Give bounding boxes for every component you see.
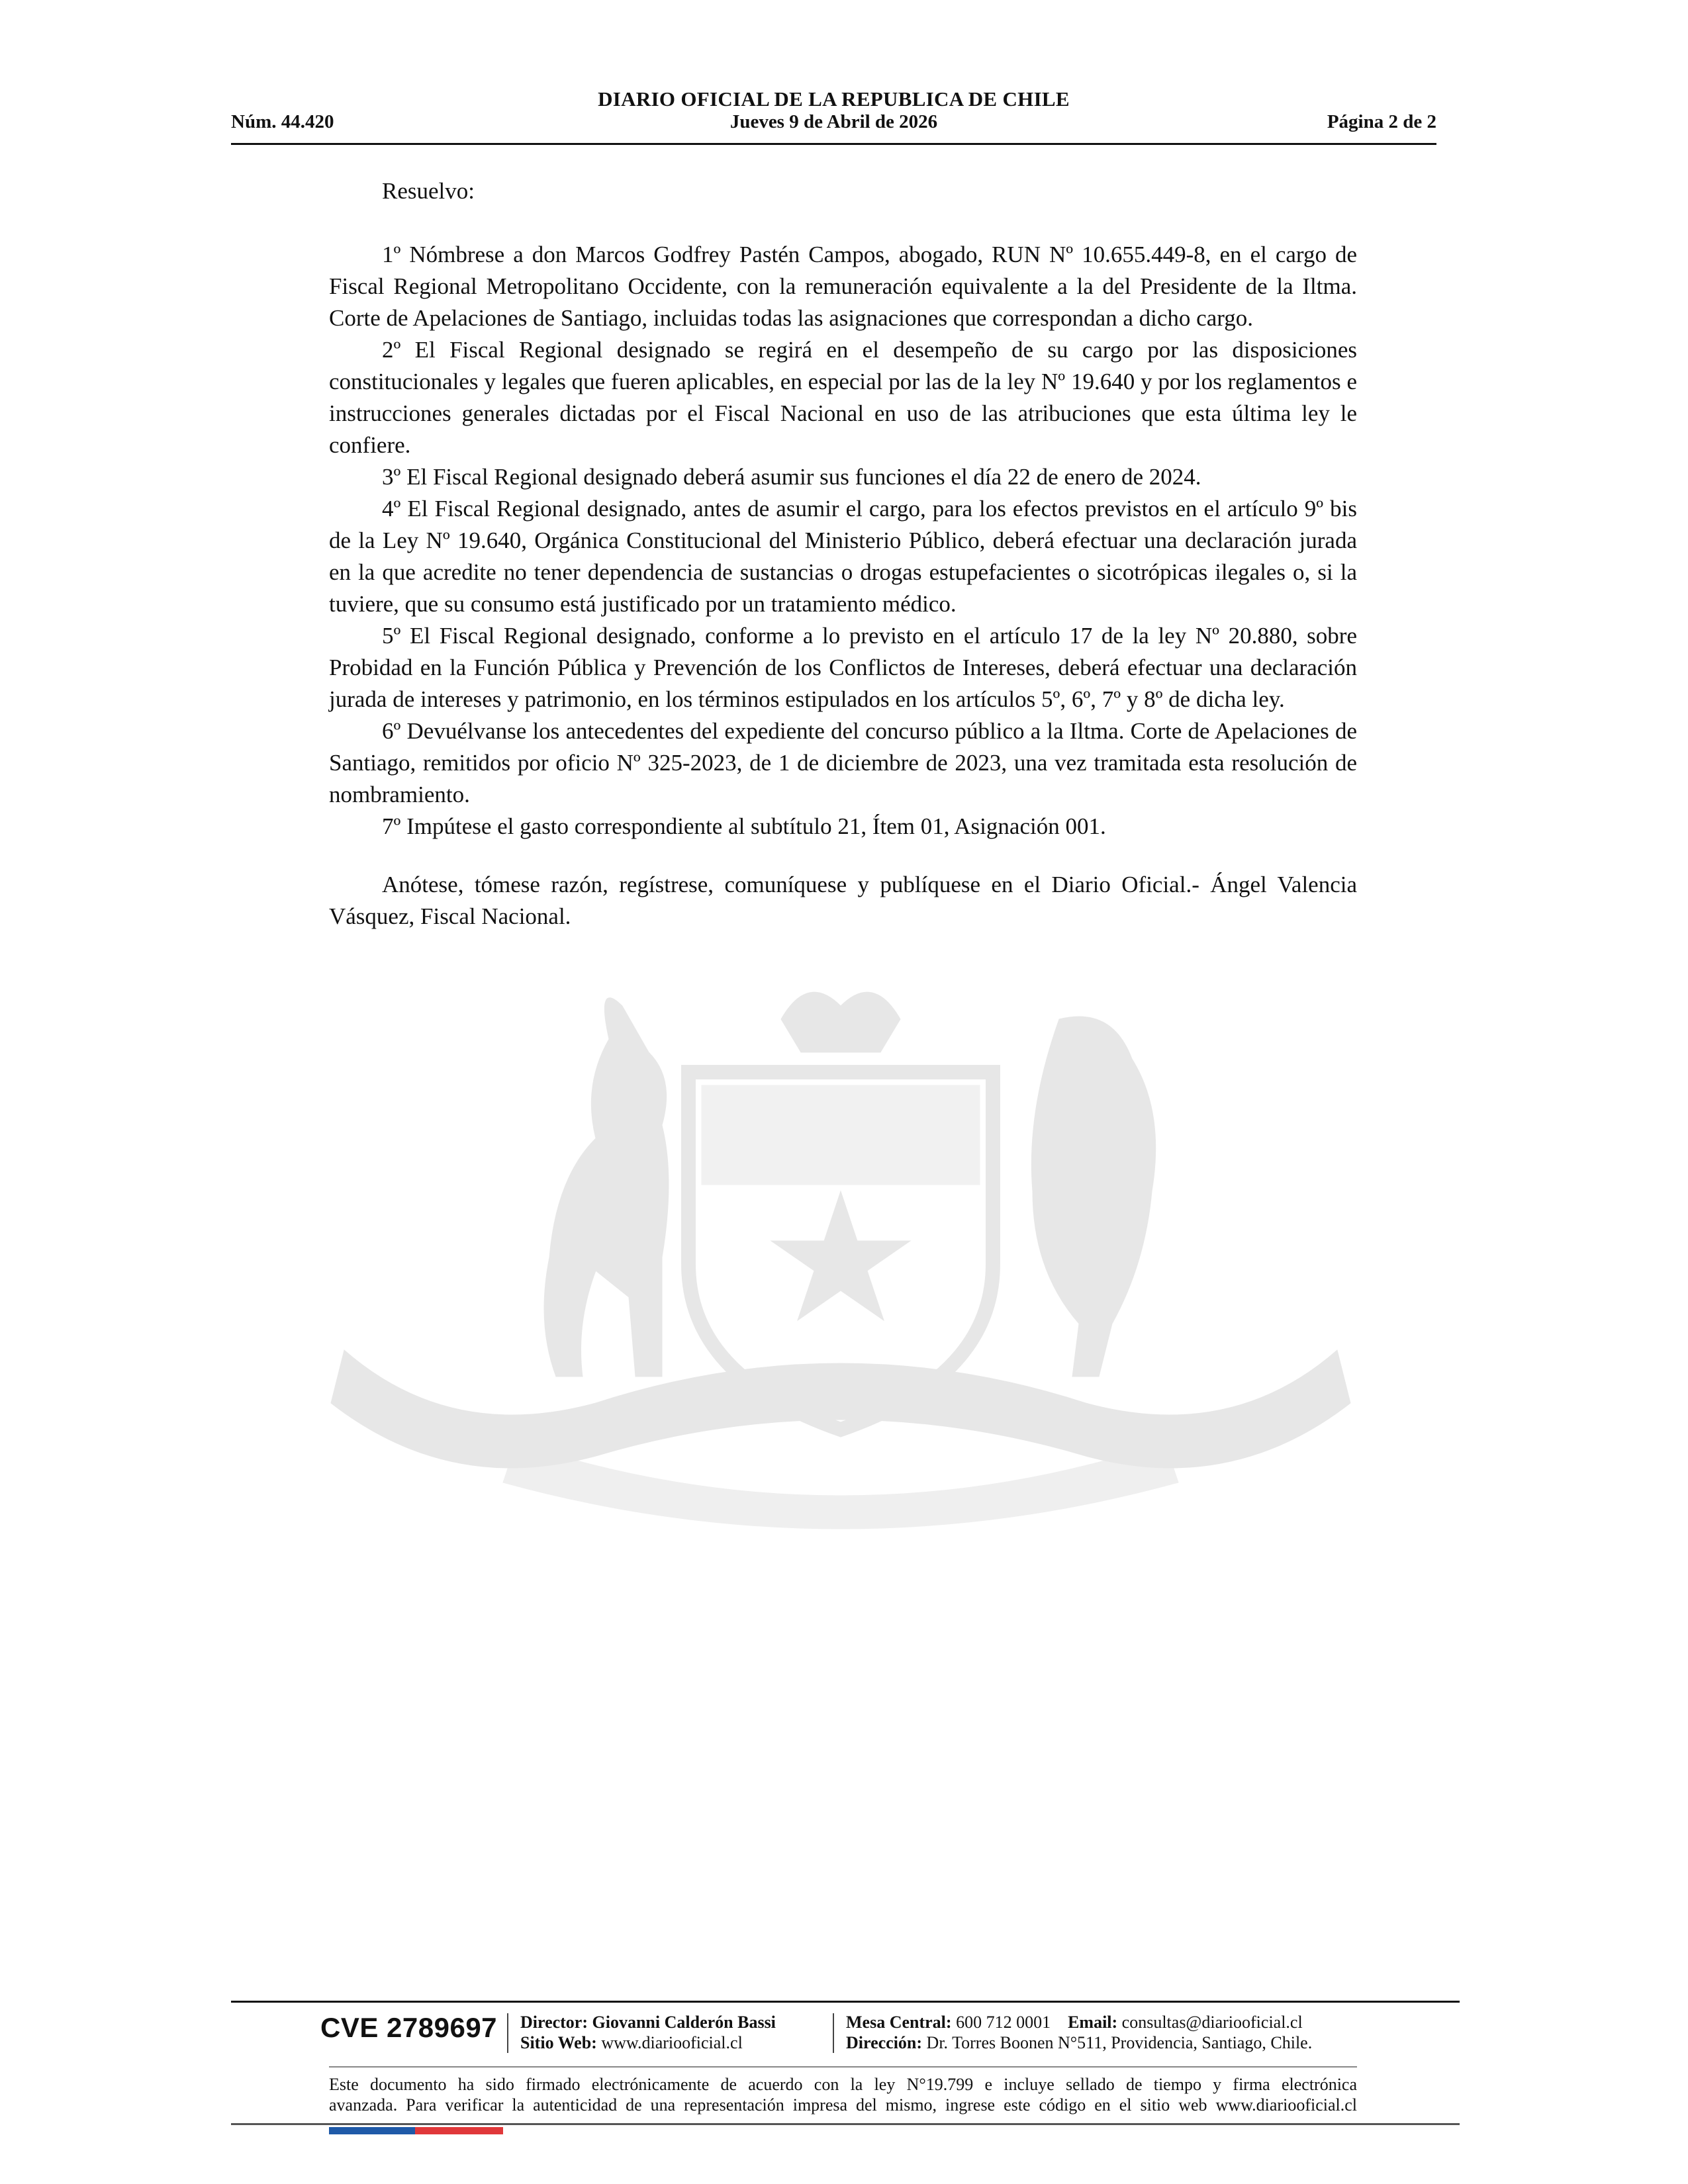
email-link[interactable]: consultas@diariooficial.cl — [1121, 2013, 1303, 2032]
legal-line-2: avanzada. Para verificar la autenticidad de una representación impresa del mismo, ingrese este código en el sitio web www.diariooficial.cl — [329, 2095, 1357, 2115]
site-label: Sitio Web: — [520, 2033, 597, 2052]
footer-contact-block — [846, 2012, 1312, 2053]
footer-divider-bottom — [231, 2123, 1460, 2125]
page-number: Página 2 de 2 — [1327, 111, 1436, 132]
footer-separator — [833, 2013, 834, 2053]
address-value: Dr. Torres Boonen N°511, Providencia, Santiago, Chile. — [926, 2033, 1313, 2052]
paragraph-4: 4º El Fiscal Regional designado, antes de asumir el cargo, para los efectos previstos en el artículo 9º bis de la Ley Nº 19.640, Orgánica Constitucional del Ministerio Público, deberá efectuar una declaración jurada en la que acredite no tener dependencia de sustancias o drogas estupefacientes o sicotrópicas ilegales o, si la tuviere, que su consumo está justificado por un tratamiento médico. — [329, 496, 1357, 617]
paragraph-5: 5º El Fiscal Regional designado, conforme a lo previsto en el artículo 17 de la ley Nº 20.880, sobre Probidad en la Función Pública y Prevención de los Conflictos de Intereses, deberá efectuar una declaración jurada de intereses y patrimonio, en los términos estipulados en los artículos 5º, 6º, 7º y 8º de dicha ley. — [329, 623, 1357, 712]
flag-stripe-blue — [329, 2127, 415, 2134]
footer-director-block — [520, 2012, 776, 2053]
coat-of-arms-watermark-icon — [318, 979, 1364, 1549]
flag-stripe-red — [415, 2127, 503, 2134]
paragraph-3: 3º El Fiscal Regional designado deberá asumir sus funciones el día 22 de enero de 2024. — [382, 464, 1201, 490]
email-label: Email: — [1068, 2013, 1118, 2032]
paragraph-7: 7º Impútese el gasto correspondiente al subtítulo 21, Ítem 01, Asignación 001. — [382, 813, 1106, 839]
header-divider — [231, 143, 1436, 145]
paragraph-2: 2º El Fiscal Regional designado se regirá en el desempeño de su cargo por las disposiciones constitucionales y legales que fueren aplicables, en especial por las de la ley Nº 19.640 y por los reglamentos e instrucciones generales dictadas por el Fiscal Nacional en uso de las atribuciones que esta última ley le confiere. — [329, 337, 1357, 458]
legal-notice — [329, 2074, 1357, 2115]
footer-separator — [507, 2013, 508, 2053]
issue-number: Núm. 44.420 — [231, 111, 334, 132]
paragraph-1: 1º Nómbrese a don Marcos Godfrey Pastén Campos, abogado, RUN Nº 10.655.449-8, en el cargo de Fiscal Regional Metropolitano Occidente, con la remuneración equivalente a la del Presidente de la Iltma. Corte de Apelaciones de Santiago, incluidas todas las asignaciones que correspondan a dicho cargo. — [329, 242, 1357, 331]
closing-paragraph: Anótese, tómese razón, regístrese, comuníquese y publíquese en el Diario Oficial.- Ángel Valencia Vásquez, Fiscal Nacional. — [329, 872, 1357, 929]
site-link[interactable]: www.diariooficial.cl — [601, 2033, 743, 2052]
resolution-body — [329, 175, 1357, 933]
paragraph-6: 6º Devuélvanse los antecedentes del expediente del concurso público a la Iltma. Corte de Apelaciones de Santiago, remitidos por oficio Nº 325-2023, de 1 de diciembre de 2023, una vez tramitada esta resolución de nombramiento. — [329, 718, 1357, 807]
cve-code: CVE 2789697 — [320, 2012, 498, 2043]
publication-date: Jueves 9 de Abril de 2026 — [729, 111, 938, 132]
resolve-heading: Resuelvo: — [382, 178, 475, 204]
director-label: Director: — [520, 2013, 588, 2032]
footer-divider-mid — [329, 2066, 1357, 2068]
director-name: Giovanni Calderón Bassi — [592, 2013, 776, 2032]
phone-value: 600 712 0001 — [956, 2013, 1051, 2032]
address-label: Dirección: — [846, 2033, 923, 2052]
publication-title: DIARIO OFICIAL DE LA REPUBLICA DE CHILE — [598, 87, 1070, 111]
page-header — [231, 85, 1436, 144]
phone-label: Mesa Central: — [846, 2013, 952, 2032]
legal-line-1: Este documento ha sido firmado electrónicamente de acuerdo con la ley N°19.799 e incluye sellado de tiempo y firma electrónica — [329, 2075, 1357, 2094]
footer-divider-top — [231, 2001, 1460, 2003]
